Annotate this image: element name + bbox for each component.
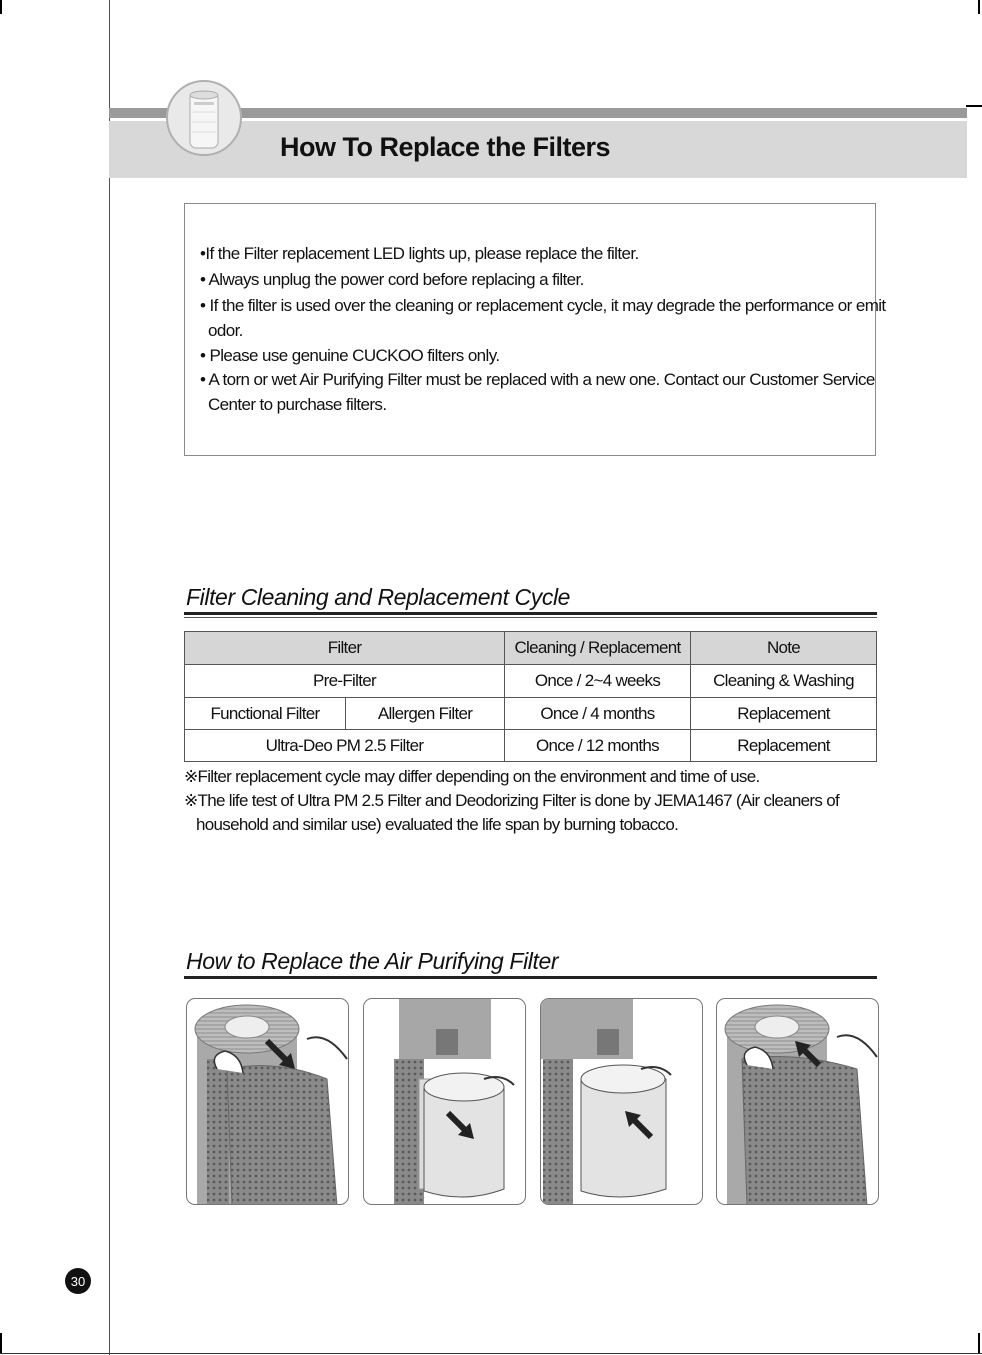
header-tick <box>966 105 982 107</box>
table-header-cell: Cleaning / Replacement <box>504 631 691 665</box>
section-title-cycle: Filter Cleaning and Replacement Cycle <box>186 584 571 610</box>
table-cell: Replacement <box>690 697 877 730</box>
table-note: household and similar use) evaluated the life span by burning tobacco. <box>196 815 679 834</box>
table-cell: Allergen Filter <box>345 697 505 730</box>
table-cell: Functional Filter <box>184 697 346 730</box>
insert-filter-illustration <box>540 998 703 1205</box>
table-cell: Once / 4 months <box>504 697 691 730</box>
section-rule <box>184 976 877 979</box>
notice-line: •If the Filter replacement LED lights up, please replace the filter. <box>200 244 639 263</box>
crop-mark <box>0 1333 2 1353</box>
table-note: ※The life test of Ultra PM 2.5 Filter and Deodorizing Filter is done by JEMA1467 (Air cleaners of <box>184 791 839 810</box>
remove-pre-filter-illustration <box>186 998 349 1205</box>
table-cell: Ultra-Deo PM 2.5 Filter <box>184 729 505 762</box>
pull-out-filter-illustration <box>363 998 526 1205</box>
page-title: How To Replace the Filters <box>280 132 611 162</box>
notice-line: • If the filter is used over the cleaning or replacement cycle, it may degrade the performance or emit <box>200 296 886 315</box>
table-cell: Cleaning & Washing <box>690 664 877 698</box>
table-header-cell: Note <box>690 631 877 665</box>
notice-line: odor. <box>208 321 243 340</box>
crop-mark <box>978 0 980 14</box>
section-title-replace: How to Replace the Air Purifying Filter <box>186 948 559 974</box>
notice-line: • Please use genuine CUCKOO filters only. <box>200 346 500 365</box>
notice-line: • A torn or wet Air Purifying Filter must be replaced with a new one. Contact our Customer Service <box>200 370 875 389</box>
notice-box <box>184 203 876 456</box>
notice-line: • Always unplug the power cord before replacing a filter. <box>200 270 584 289</box>
page-number: 30 <box>65 1268 91 1294</box>
notice-line: Center to purchase filters. <box>208 395 387 414</box>
table-cell: Once / 2~4 weeks <box>504 664 691 698</box>
crop-mark <box>978 1333 980 1353</box>
page-bottom-line <box>0 1353 982 1354</box>
table-cell: Pre-Filter <box>184 664 505 698</box>
table-note: ※Filter replacement cycle may differ depending on the environment and time of use. <box>184 767 760 786</box>
air-purifier-product-icon <box>166 80 242 156</box>
table-header-cell: Filter <box>184 631 505 665</box>
section-rule <box>184 617 877 618</box>
attach-pre-filter-illustration <box>716 998 879 1205</box>
binding-line <box>109 0 110 1355</box>
section-rule <box>184 612 877 615</box>
table-cell: Once / 12 months <box>504 729 691 762</box>
table-cell: Replacement <box>690 729 877 762</box>
crop-mark <box>0 0 2 14</box>
